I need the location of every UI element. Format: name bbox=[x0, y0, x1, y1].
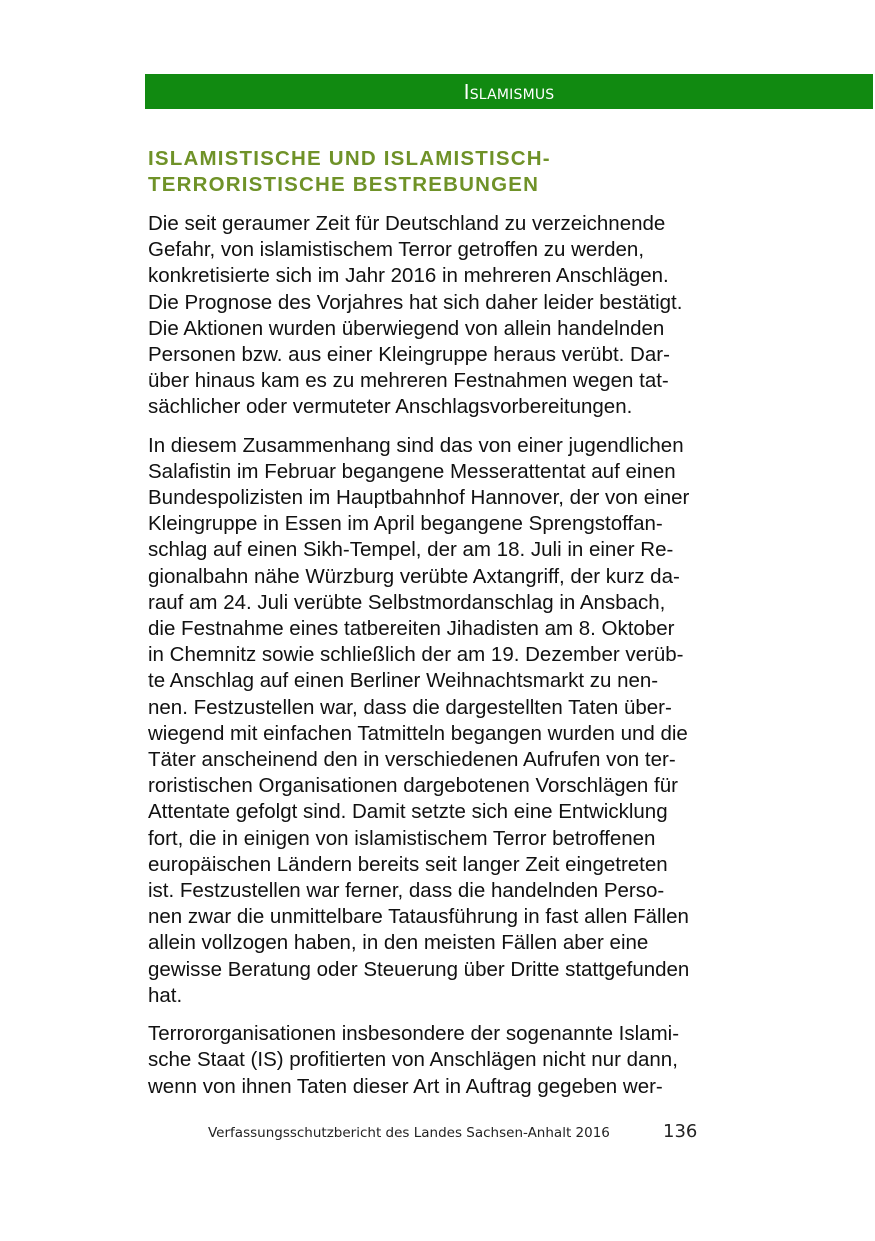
footer-publication: Verfassungsschutzbericht des Landes Sachsen-Anhalt 2016 bbox=[208, 1125, 610, 1141]
paragraph-3: Terrororganisationen insbesondere der sogenannte Islami- sche Staat (IS) profitierten von Anschlägen nicht nur dann, wenn von ihnen Taten dieser Art in Auftrag gegeben wer- bbox=[148, 1022, 680, 1098]
paragraph-1: Die seit geraumer Zeit für Deutschland zu verzeichnende Gefahr, von islamistischem Terror getroffen zu werden, konkretisierte sich im Jahr 2016 in mehreren Anschlägen. Die Prognose des Vorjahres hat sich daher leider bestätigt. Die Aktionen wurden überwiegend von allein handelnden Personen bzw. aus einer Kleingruppe heraus verübt. Dar- über hinaus kam es zu mehreren Festnahmen wegen tat- sächlicher oder vermuteter Anschlagsvorbereitungen. bbox=[148, 212, 683, 419]
page-number: 136 bbox=[663, 1121, 698, 1142]
section-header: Islamismus bbox=[145, 74, 873, 109]
paragraph-2: In diesem Zusammenhang sind das von einer jugendlichen Salafistin im Februar begangene Messerattentat auf einen Bundespolizisten im Hauptbahnhof Hannover, der von einer Kleingruppe in Essen im April begangene Sprengstoffan- schlag auf einen Sikh-Tempel, der am 18. Juli in einer Re- gionalbahn nähe Würzburg verübte Axtangriff, der kurz da- rauf am 24. Juli verübte Selbstmordanschlag in Ansbach, die Festnahme eines tatbereiten Jihadisten am 8. Oktober in Chemnitz sowie schließlich der am 19. Dezember verüb- te Anschlag auf einen Berliner Weihnachtsmarkt zu nen- nen. Festzustellen war, dass die dargestellten Taten über- wiegend mit einfachen Tatmitteln begangen wurden und die Täter anscheinend den in verschiedenen Aufrufen von ter- roristischen Organisationen dargebotenen Vorschlägen für Attentate gefolgt sind. Damit setzte sich eine Entwicklung fort, die in einigen von islamistischem Terror betroffenen europäischen Ländern bereits seit langer Zeit eingetreten ist. Festzustellen war ferner, dass die handelnden Perso- nen zwar die unmittelbare Tatausführung in fast allen Fällen allein vollzogen haben, in den meisten Fällen aber eine gewisse Beratung oder Steuerung über Dritte stattgefunden hat. bbox=[148, 433, 690, 1007]
main-content bbox=[148, 146, 768, 1112]
section-heading: ISLAMISTISCHE UND ISLAMISTISCH- TERRORISTISCHE BESTREBUNGEN bbox=[148, 147, 551, 196]
